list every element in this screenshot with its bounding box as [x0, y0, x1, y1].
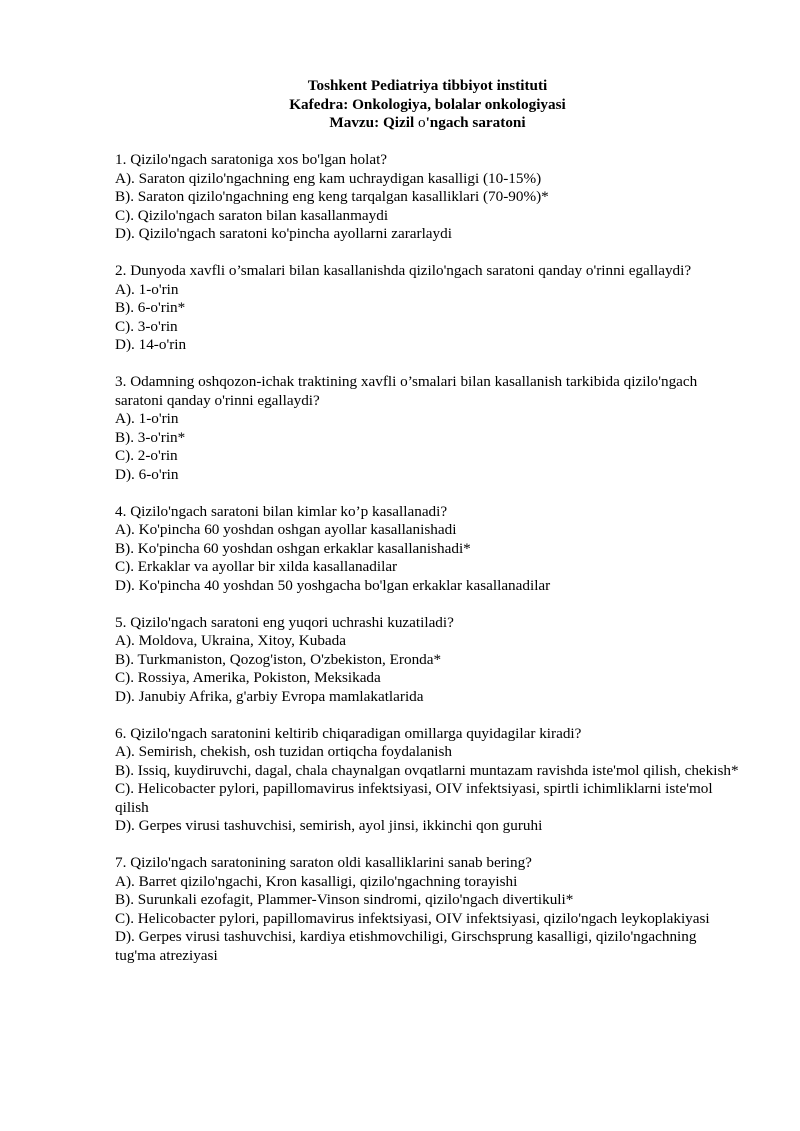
department-title: Kafedra: Onkologiya, bolalar onkologiyasi — [289, 95, 566, 113]
question-text: 4. Qizilo'ngach saratoni bilan kimlar ko’p kasallanadi? — [115, 502, 448, 520]
option-b: B). Ko'pincha 60 yoshdan oshgan erkaklar kasallanishadi* — [115, 539, 471, 557]
option-c: C). Helicobacter pylori, papillomavirus infektsiyasi, OIV infektsiyasi, spirtli ichimliklarni iste'mol qilish — [115, 780, 713, 816]
option-c: C). Erkaklar va ayollar bir xilda kasallanadilar — [115, 558, 398, 575]
question-6 — [115, 725, 740, 836]
option-d: D). Gerpes virusi tashuvchisi, semirish, ayol jinsi, ikkinchi qon guruhi — [115, 817, 543, 834]
topic-title — [115, 114, 740, 133]
option-a: A). Ko'pincha 60 yoshdan oshgan ayollar kasallanishadi — [115, 521, 457, 538]
question-text: 1. Qizilo'ngach saratoniga xos bo'lgan holat? — [115, 151, 388, 168]
option-b: B). 6-o'rin* — [115, 299, 186, 316]
question-text: 2. Dunyoda xavfli o’smalari bilan kasallanishda qizilo'ngach saratoni qanday o'rinni egallaydi? — [115, 262, 692, 279]
institute-title: Toshkent Pediatriya tibbiyot instituti — [307, 77, 548, 94]
topic-prefix: Mavzu: Qizil — [329, 114, 418, 131]
document-page — [115, 77, 740, 965]
question-text: 7. Qizilo'ngach saratonining saraton oldi kasalliklarini sanab bering? — [115, 854, 532, 871]
question-2 — [115, 262, 740, 355]
option-a: A). Semirish, chekish, osh tuzidan ortiqcha foydalanish — [115, 743, 453, 760]
option-a: A). Moldova, Ukraina, Xitoy, Kubada — [115, 632, 346, 649]
option-c: C). Qizilo'ngach saraton bilan kasallanmaydi — [115, 206, 389, 224]
question-5 — [115, 614, 740, 707]
option-b: B). Saraton qizilo'ngachning eng keng tarqalgan kasalliklari (70-90%)* — [115, 188, 549, 205]
document-header — [115, 77, 740, 133]
question-text: 3. Odamning oshqozon-ichak traktining xavfli o’smalari bilan kasallanish tarkibida qizilo'ngach saratoni qanday o'rinni egallaydi? — [115, 373, 698, 409]
option-a: A). Barret qizilo'ngachi, Kron kasalligi, qizilo'ngachning torayishi — [115, 872, 518, 890]
question-1 — [115, 151, 740, 244]
topic-suffix: 'ngach saratoni — [425, 114, 526, 131]
option-a: A). 1-o'rin — [115, 280, 179, 298]
question-3 — [115, 373, 740, 484]
option-a: A). 1-o'rin — [115, 410, 179, 427]
option-d: D). 6-o'rin — [115, 465, 179, 483]
question-text: 6. Qizilo'ngach saratonini keltirib chiqaradigan omillarga quyidagilar kiradi? — [115, 724, 582, 742]
option-d: D). Qizilo'ngach saratoni ko'pincha ayollarni zararlaydi — [115, 225, 452, 242]
option-d: D). Gerpes virusi tashuvchisi, kardiya etishmovchiligi, Girschsprung kasalligi, qizilo'ngachning tug'ma atreziyasi — [115, 928, 697, 964]
option-d: D). Janubiy Afrika, g'arbiy Evropa mamlakatlarida — [115, 687, 424, 705]
option-c: C). 3-o'rin — [115, 317, 178, 335]
option-b: B). Turkmaniston, Qozog'iston, O'zbekiston, Eronda* — [115, 650, 442, 668]
question-7 — [115, 854, 740, 965]
option-b: B). Surunkali ezofagit, Plammer-Vinson sindromi, qizilo'ngach divertikuli* — [115, 891, 574, 908]
option-c: C). Rossiya, Amerika, Pokiston, Meksikada — [115, 669, 381, 686]
option-b: B). 3-o'rin* — [115, 428, 186, 446]
question-4 — [115, 503, 740, 596]
option-b: B). Issiq, kuydiruvchi, dagal, chala chaynalgan ovqatlarni muntazam ravishda iste'mol qilish, chekish* — [115, 761, 739, 779]
option-d: D). Ko'pincha 40 yoshdan 50 yoshgacha bo'lgan erkaklar kasallanadilar — [115, 576, 551, 594]
option-c: C). Helicobacter pylori, papillomavirus infektsiyasi, OIV infektsiyasi, qizilo'ngach leykoplakiyasi — [115, 909, 710, 927]
option-d: D). 14-o'rin — [115, 336, 187, 353]
option-a: A). Saraton qizilo'ngachning eng kam uchraydigan kasalligi (10-15%) — [115, 169, 542, 187]
topic-o: o — [417, 114, 426, 131]
question-text: 5. Qizilo'ngach saratoni eng yuqori uchrashi kuzatiladi? — [115, 613, 454, 631]
option-c: C). 2-o'rin — [115, 447, 178, 464]
